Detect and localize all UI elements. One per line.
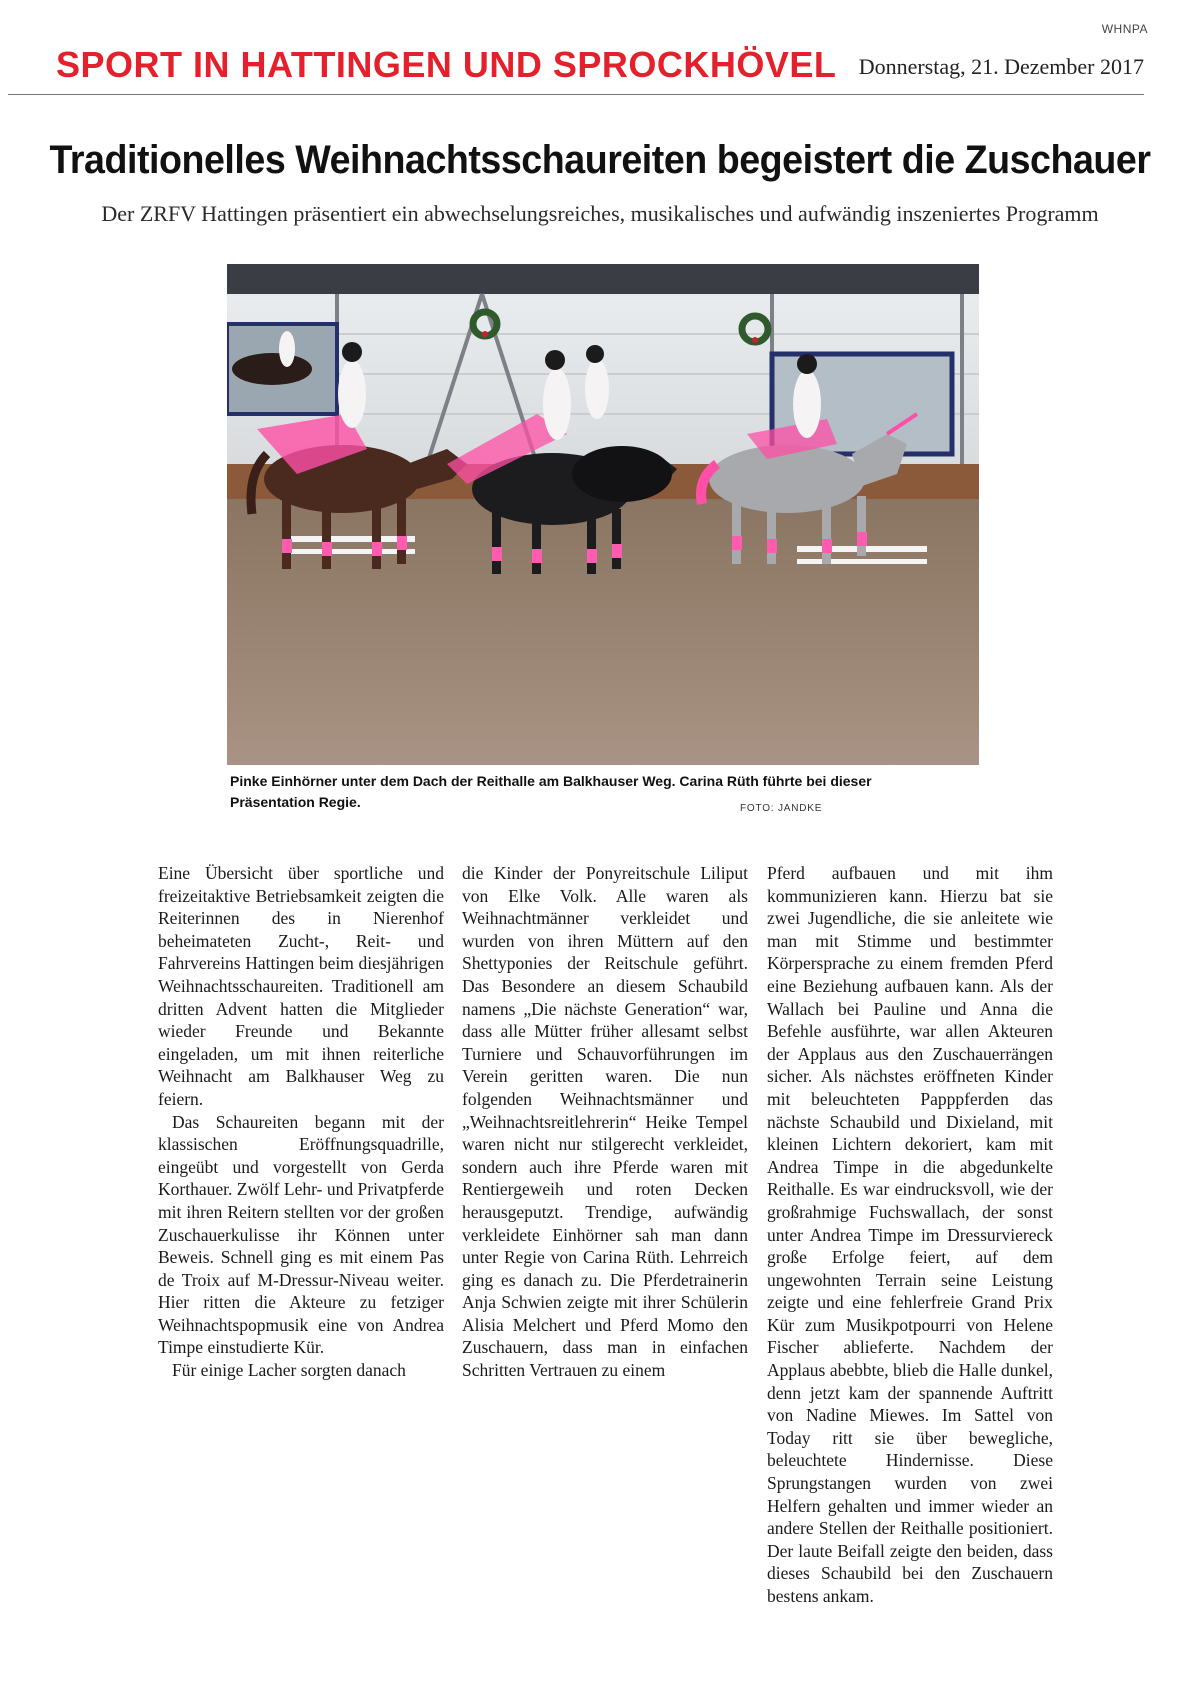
article-headline: Traditionelles Weihnachtsschaureiten begeistert die Zuschauer — [49, 138, 1151, 182]
paragraph: die Kinder der Ponyreitschule Liliput von Elke Volk. Alle waren als Weihnachtmänner verkleidet und wurden von ihren Müttern auf den Shettyponies der Reitschule geführt. Das Besondere an diesem Schaubild namens „Die nächste Generation“ war, dass alle Mütter früher allesamt selbst Turniere und Schauvorführungen im Verein geritten waren. Die nun folgenden Weihnachtsmänner und „Weihnachtsreitlehrerin“ Heike Tempel waren nicht nur stilgerecht verkleidet, sondern auch ihre Pferde waren mit Rentiergeweih und roten Decken herausgeputzt. Trendige, aufwändig verkleidete Einhörner sah man dann unter Regie von Carina Rüth. Lehrreich ging es danach zu. Die Pferdetrainerin Anja Schwien zeigte mit ihrer Schülerin Alisia Melchert und Pferd Momo den Zuschauern, dass man in einfachen Schritten Vertrauen zu einem — [462, 863, 748, 1381]
article-subheadline: Der ZRFV Hattingen präsentiert ein abwechselungsreiches, musikalisches und aufwändig inszeniertes Programm — [101, 201, 1099, 226]
photo-caption: Pinke Einhörner unter dem Dach der Reithalle am Balkhauser Weg. Carina Rüth führte bei dieser Präsentation Regie. — [230, 773, 872, 810]
article-column-3 — [767, 862, 1053, 1608]
paragraph: Eine Übersicht über sportliche und freizeitaktive Betriebsamkeit zeigten die Reiterinnen des in Nierenhof beheimateten Zucht-, Reit- und Fahrvereins Hattingen beim diesjährigen Weihnachtsschaureiten. Traditionell am dritten Advent hatten die Mitglieder wieder Freunde und Bekannte eingeladen, um mit ihnen reiterliche Weihnacht am Balkhauser Weg zu feiern. — [158, 863, 444, 1109]
photo-credit: FOTO: JANDKE — [740, 803, 823, 814]
paragraph: Das Schaureiten begann mit der klassischen Eröffnungsquadrille, eingeübt und vorgestellt von Gerda Korthauer. Zwölf Lehr- und Privatpferde mit ihren Reitern stellten vor der großen Zuschauerkulisse ihr Können unter Beweis. Schnell ging es mit einem Pas de Troix auf M-Dressur-Niveau weiter. Hier ritten die Akteure zu fetziger Weihnachtspopmusik eine von Andrea Timpe einstudierte Kür. — [158, 1111, 444, 1358]
header-divider — [8, 94, 1144, 95]
section-title: SPORT IN HATTINGEN UND SPROCKHÖVEL — [56, 44, 837, 85]
paragraph: Für einige Lacher sorgten danach — [172, 1360, 406, 1381]
publication-date: Donnerstag, 21. Dezember 2017 — [858, 54, 1144, 79]
agency-label: WHNPA — [1101, 22, 1148, 36]
article-column-2 — [462, 862, 748, 1382]
paragraph: Pferd aufbauen und mit ihm kommunizieren kann. Hierzu bat sie zwei Jugendliche, die sie anleitete wie man mit Stimme und bestimmter Körpersprache zu einem fremden Pferd eine Beziehung aufbauen kann. Als der Wallach bei Pauline und Anna die Befehle ausführte, war allen Akteuren der Applaus aus den Zuschauerrängen sicher. Als nächstes eröffneten Kinder mit beleuchteten Papppferden das nächste Schaubild und Dixieland, mit kleinen Lichtern dekoriert, kam mit Andrea Timpe in die abgedunkelte Reithalle. Es war eindrucksvoll, wie der großrahmige Fuchswallach, der sonst unter Andrea Timpe im Dressurviereck große Erfolge feiert, auf dem ungewohnten Terrain seine Leistung zeigte und eine fehlerfreie Grand Prix Kür zum Musikpotpourri von Helene Fischer ablieferte. Nachdem der Applaus abebbte, blieb die Halle dunkel, denn jetzt kam der spannende Auftritt von Nadine Miewes. Im Sattel von Today ritt sie über bewegliche, beleuchtete Hindernisse. Diese Sprungstangen wurden von zwei Helfern gehalten und immer wieder an andere Stellen der Reithalle positioniert. Der laute Beifall zeigte den beiden, dass dieses Schaubild bei den Zuschauern bestens ankam. — [767, 863, 1053, 1606]
article-photo — [227, 264, 979, 765]
article-column-1 — [158, 862, 444, 1382]
hall-roof — [227, 264, 979, 294]
